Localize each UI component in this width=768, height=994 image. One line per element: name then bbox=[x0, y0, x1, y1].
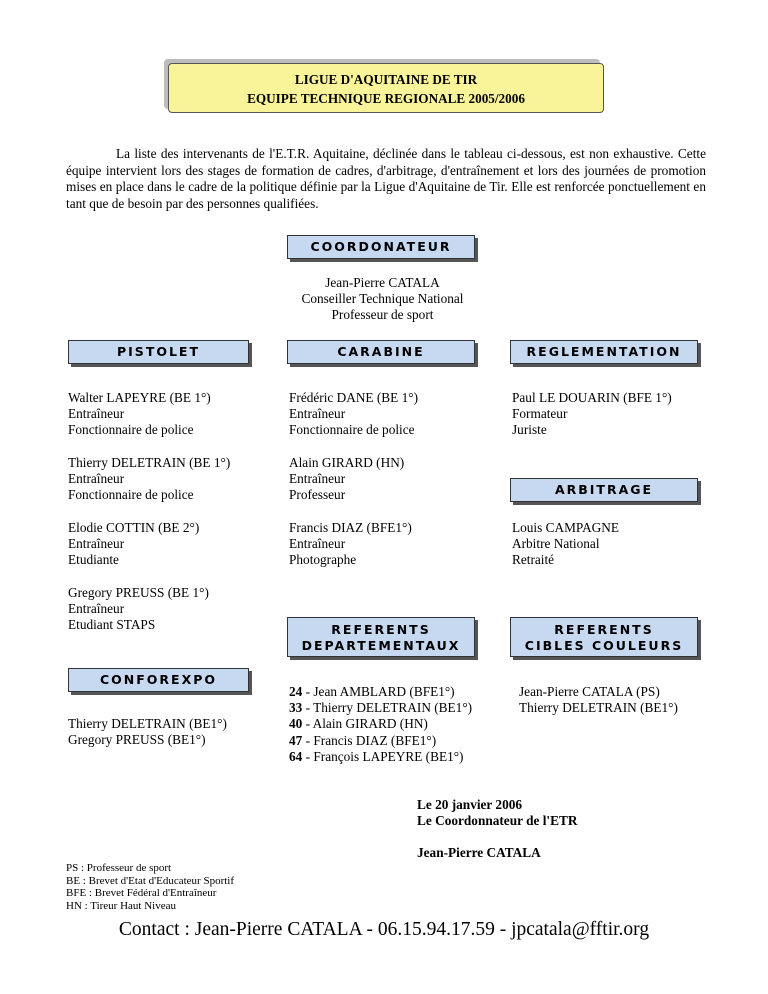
list-item bbox=[289, 700, 519, 716]
person-name: Thierry DELETRAIN (BE 1°) bbox=[68, 455, 231, 470]
person-job: Fonctionnaire de police bbox=[68, 487, 194, 503]
person-role: Entraîneur bbox=[68, 536, 125, 552]
list-item bbox=[289, 733, 519, 749]
person-job: Etudiante bbox=[68, 552, 119, 568]
dept-number: 33 bbox=[289, 700, 303, 716]
dept-referent: - Alain GIRARD (HN) bbox=[302, 716, 428, 732]
person-role: Entraîneur bbox=[68, 471, 125, 487]
pistolet-person bbox=[68, 520, 268, 569]
referents-cibles-list bbox=[519, 684, 749, 716]
abbreviation-legend bbox=[66, 862, 366, 912]
person-name: Gregory PREUSS (BE 1°) bbox=[68, 585, 209, 600]
coordonateur-heading: COORDONATEUR bbox=[287, 235, 475, 259]
carabine-person bbox=[289, 390, 499, 439]
dept-referent: - Jean AMBLARD (BFE1°) bbox=[302, 684, 455, 699]
person-role: Entraîneur bbox=[289, 471, 346, 487]
conforexpo-line: Thierry DELETRAIN (BE1°) bbox=[68, 716, 227, 731]
person-name: Alain GIRARD (HN) bbox=[289, 455, 405, 470]
signature-block bbox=[417, 797, 677, 862]
carabine-person bbox=[289, 455, 499, 504]
arbitrage-person bbox=[512, 520, 732, 569]
pistolet-person bbox=[68, 585, 268, 634]
conforexpo-heading: CONFOREXPO bbox=[68, 668, 249, 692]
reglementation-person bbox=[512, 390, 732, 439]
list-item bbox=[289, 684, 519, 700]
person-job: Fonctionnaire de police bbox=[68, 422, 194, 438]
dept-number: 47 bbox=[289, 732, 303, 748]
coordonateur-line: Conseiller Technique National bbox=[301, 291, 464, 307]
person-role: Entraîneur bbox=[68, 406, 125, 422]
pistolet-person bbox=[68, 455, 278, 504]
carabine-heading: CARABINE bbox=[287, 340, 475, 364]
person-role: Formateur bbox=[512, 406, 568, 422]
referents-cibles-heading bbox=[510, 617, 698, 657]
person-job: Professeur bbox=[289, 487, 346, 503]
dept-number: 24 bbox=[289, 684, 303, 699]
conforexpo-block bbox=[68, 716, 268, 748]
person-name: Frédéric DANE (BE 1°) bbox=[289, 390, 419, 405]
heading-line: CIBLES COULEURS bbox=[524, 638, 684, 653]
person-job: Fonctionnaire de police bbox=[289, 422, 415, 438]
reglementation-heading: REGLEMENTATION bbox=[510, 340, 698, 364]
intro-paragraph: La liste des intervenants de l'E.T.R. Aquitaine, déclinée dans le tableau ci-dessous, est non exhaustive. Cette équipe intervient lors des stages de formation de cadres, d'arbitrage, d'entraînement et lors des journées de promotion mises en place dans le cadre de la politique définie par la Ligue d'Aquitaine de Tir. Elle est renforcée ponctuellement en tant que de besoin par des personnes qualifiées. bbox=[66, 146, 706, 211]
contact-line: Contact : Jean-Pierre CATALA - 06.15.94.17.59 - jpcatala@fftir.org bbox=[118, 919, 650, 940]
signature-role: Le Coordonnateur de l'ETR bbox=[417, 813, 578, 829]
pistolet-heading: PISTOLET bbox=[68, 340, 249, 364]
list-item: Thierry DELETRAIN (BE1°) bbox=[519, 700, 678, 716]
person-name: Paul LE DOUARIN (BFE 1°) bbox=[512, 390, 672, 405]
coordonateur-block bbox=[230, 275, 535, 324]
person-job: Juriste bbox=[512, 422, 547, 438]
title-line-1: LIGUE D'AQUITAINE DE TIR bbox=[294, 72, 478, 87]
person-role: Entraîneur bbox=[289, 536, 346, 552]
list-item bbox=[289, 716, 519, 732]
legend-item: PS : Professeur de sport bbox=[66, 862, 172, 874]
legend-item: HN : Tireur Haut Niveau bbox=[66, 899, 176, 912]
legend-item: BE : Brevet d'Etat d'Educateur Sportif bbox=[66, 874, 235, 887]
conforexpo-line: Gregory PREUSS (BE1°) bbox=[68, 732, 206, 748]
person-name: Elodie COTTIN (BE 2°) bbox=[68, 520, 200, 535]
dept-number: 40 bbox=[289, 716, 303, 732]
legend-item: BFE : Brevet Fédéral d'Entraîneur bbox=[66, 887, 217, 899]
coordonateur-line: Jean-Pierre CATALA bbox=[325, 275, 440, 290]
signature-date: Le 20 janvier 2006 bbox=[417, 797, 523, 812]
heading-line: REFERENTS bbox=[554, 622, 654, 637]
pistolet-person bbox=[68, 390, 268, 439]
coordonateur-line: Professeur de sport bbox=[331, 307, 434, 323]
title-box bbox=[168, 63, 604, 113]
person-job: Retraité bbox=[512, 552, 555, 568]
list-item bbox=[289, 749, 519, 765]
heading-line: REFERENTS bbox=[331, 622, 431, 637]
referents-departementaux-list bbox=[289, 684, 519, 765]
carabine-person bbox=[289, 520, 499, 569]
heading-line: DEPARTEMENTAUX bbox=[301, 638, 461, 653]
dept-referent: - François LAPEYRE (BE1°) bbox=[302, 748, 464, 764]
dept-referent: - Francis DIAZ (BFE1°) bbox=[302, 732, 437, 748]
dept-number: 64 bbox=[289, 748, 303, 764]
person-name: Louis CAMPAGNE bbox=[512, 520, 620, 535]
person-name: Francis DIAZ (BFE1°) bbox=[289, 520, 412, 535]
person-job: Etudiant STAPS bbox=[68, 617, 156, 633]
list-item: Jean-Pierre CATALA (PS) bbox=[519, 684, 660, 699]
person-name: Walter LAPEYRE (BE 1°) bbox=[68, 390, 211, 405]
person-role: Entraîneur bbox=[289, 406, 346, 422]
person-role: Entraîneur bbox=[68, 601, 125, 617]
title-line-2: EQUIPE TECHNIQUE REGIONALE 2005/2006 bbox=[247, 91, 525, 106]
arbitrage-heading: ARBITRAGE bbox=[510, 478, 698, 502]
person-role: Arbitre National bbox=[512, 536, 600, 552]
person-job: Photographe bbox=[289, 552, 357, 568]
dept-referent: - Thierry DELETRAIN (BE1°) bbox=[302, 700, 473, 716]
referents-departementaux-heading bbox=[287, 617, 475, 657]
signature-name: Jean-Pierre CATALA bbox=[417, 845, 541, 861]
